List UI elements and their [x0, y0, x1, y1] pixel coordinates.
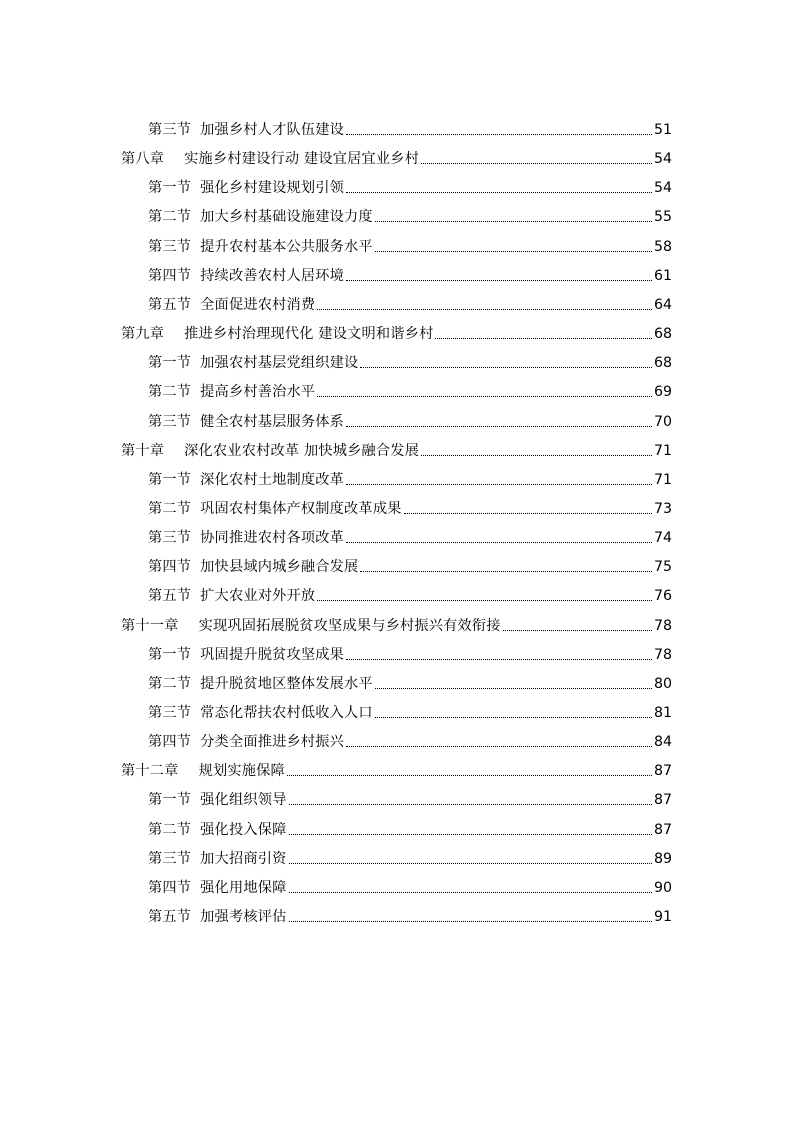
toc-entry-label: 第二节 — [148, 384, 192, 401]
toc-page-number: 80 — [653, 675, 672, 692]
toc-entry-text: 强化组织领导 — [200, 792, 287, 809]
toc-page-number: 51 — [653, 122, 672, 138]
toc-dot-leader — [289, 833, 652, 835]
toc-dot-leader — [375, 716, 652, 718]
toc-section-entry[interactable] — [148, 521, 672, 547]
toc-page-number: 89 — [653, 850, 672, 867]
toc-entry-label: 第五节 — [148, 296, 192, 313]
toc-entry-label: 第四节 — [148, 559, 192, 576]
toc-entry-title — [121, 442, 419, 460]
toc-entry-text: 加强农村基层党组织建设 — [200, 355, 359, 372]
toc-entry-text: 实施乡村建设行动 建设宜居宜业乡村 — [184, 151, 420, 168]
toc-entry-title — [148, 879, 287, 897]
toc-section-entry[interactable] — [148, 113, 672, 139]
toc-entry-text: 强化用地保障 — [200, 879, 287, 896]
toc-page-number: 64 — [653, 296, 672, 313]
toc-dot-leader — [346, 483, 652, 485]
toc-entry-label: 第十章 — [121, 442, 165, 459]
toc-section-entry[interactable] — [148, 375, 672, 401]
toc-section-entry[interactable] — [148, 171, 672, 197]
toc-entry-title — [148, 208, 373, 226]
toc-section-entry[interactable] — [148, 463, 672, 489]
toc-entry-title — [148, 821, 287, 839]
toc-page-number: 87 — [653, 763, 672, 780]
toc-entry-title — [148, 733, 344, 751]
toc-page-number: 84 — [653, 734, 672, 751]
toc-entry-title — [148, 354, 358, 372]
toc-entry-title — [148, 791, 287, 809]
toc-page-number: 54 — [653, 180, 672, 197]
toc-page-number: 54 — [653, 151, 672, 168]
toc-entry-label: 第二节 — [148, 821, 192, 838]
toc-dot-leader — [435, 337, 651, 339]
toc-entry-text: 协同推进农村各项改革 — [200, 530, 345, 547]
toc-entry-label: 第十一章 — [121, 617, 179, 634]
toc-section-entry[interactable] — [148, 900, 672, 926]
toc-section-entry[interactable] — [148, 725, 672, 751]
toc-entry-title — [148, 558, 358, 576]
toc-entry-title — [121, 325, 433, 343]
toc-section-entry[interactable] — [148, 346, 672, 372]
toc-entry-text: 提高乡村善治水平 — [200, 384, 316, 401]
toc-entry-title — [148, 121, 344, 139]
toc-entry-label: 第一节 — [148, 180, 192, 197]
toc-entry-text: 强化乡村建设规划引领 — [200, 180, 345, 197]
toc-entry-label: 第五节 — [148, 909, 192, 926]
toc-dot-leader — [346, 191, 652, 193]
toc-section-entry[interactable] — [148, 405, 672, 431]
toc-page-number: 87 — [653, 792, 672, 809]
toc-entry-text: 巩固农村集体产权制度改革成果 — [200, 500, 402, 517]
toc-dot-leader — [360, 366, 652, 368]
toc-entry-text: 巩固提升脱贫攻坚成果 — [200, 646, 345, 663]
toc-entry-title — [148, 529, 344, 547]
toc-entry-text: 强化投入保障 — [200, 821, 287, 838]
toc-chapter-entry[interactable] — [121, 754, 672, 780]
toc-entry-label: 第四节 — [148, 879, 192, 896]
toc-page-number: 78 — [653, 617, 672, 634]
toc-page-number: 68 — [653, 355, 672, 372]
toc-entry-title — [121, 150, 419, 168]
toc-entry-text: 健全农村基层服务体系 — [200, 413, 345, 430]
toc-page-number: 75 — [653, 559, 672, 576]
toc-dot-leader — [289, 891, 652, 893]
toc-dot-leader — [287, 774, 652, 776]
toc-entry-title — [148, 675, 373, 693]
toc-page-number: 68 — [653, 326, 672, 343]
toc-section-entry[interactable] — [148, 638, 672, 664]
toc-entry-text: 常态化帮扶农村低收入人口 — [200, 705, 373, 721]
toc-dot-leader — [346, 658, 652, 660]
toc-entry-label: 第四节 — [148, 734, 192, 751]
toc-entry-title — [148, 704, 373, 722]
toc-entry-text: 实现巩固拓展脱贫攻坚成果与乡村振兴有效衔接 — [198, 617, 501, 634]
toc-entry-title — [148, 500, 402, 518]
toc-dot-leader — [346, 279, 652, 281]
toc-entry-text: 加快县域内城乡融合发展 — [200, 559, 359, 576]
toc-dot-leader — [375, 250, 652, 252]
toc-chapter-entry[interactable] — [121, 317, 672, 343]
toc-entry-title — [121, 762, 285, 780]
toc-entry-title — [148, 179, 344, 197]
toc-section-entry[interactable] — [148, 492, 672, 518]
toc-entry-label: 第三节 — [148, 122, 192, 138]
toc-dot-leader — [289, 803, 652, 805]
toc-page-number: 55 — [653, 209, 672, 226]
toc-entry-title — [148, 296, 315, 314]
toc-page-number: 91 — [653, 909, 672, 926]
toc-page-number: 73 — [653, 500, 672, 517]
toc-section-entry[interactable] — [148, 579, 672, 605]
toc-dot-leader — [346, 541, 652, 543]
toc-page-number: 76 — [653, 588, 672, 605]
toc-entry-label: 第一节 — [148, 471, 192, 488]
toc-chapter-entry[interactable] — [121, 142, 672, 168]
toc-entry-label: 第八章 — [121, 151, 165, 168]
toc-entry-title — [121, 617, 501, 635]
toc-entry-title — [148, 850, 287, 868]
toc-entry-title — [148, 587, 315, 605]
toc-entry-label: 第三节 — [148, 530, 192, 547]
toc-entry-title — [148, 267, 344, 285]
toc-dot-leader — [289, 920, 652, 922]
toc-page-number: 71 — [653, 442, 672, 459]
toc-entry-title — [148, 413, 344, 431]
toc-entry-text: 加强考核评估 — [200, 909, 287, 926]
toc-entry-text: 深化农村土地制度改革 — [200, 471, 345, 488]
toc-entry-label: 第四节 — [148, 267, 192, 284]
toc-dot-leader — [346, 425, 652, 427]
toc-section-entry[interactable] — [148, 813, 672, 839]
toc-entry-label: 第一节 — [148, 646, 192, 663]
toc-section-entry[interactable] — [148, 696, 672, 722]
toc-entry-title — [148, 646, 344, 664]
toc-entry-title — [148, 908, 287, 926]
toc-entry-label: 第二节 — [148, 500, 192, 517]
toc-dot-leader — [360, 570, 652, 572]
toc-dot-leader — [404, 512, 652, 514]
toc-entry-text: 加大乡村基础设施建设力度 — [200, 209, 373, 226]
toc-section-entry[interactable] — [148, 230, 672, 256]
toc-dot-leader — [503, 629, 652, 631]
toc-dot-leader — [375, 220, 652, 222]
toc-dot-leader — [421, 162, 652, 164]
toc-entry-label: 第一节 — [148, 792, 192, 809]
toc-entry-title — [148, 383, 315, 401]
toc-entry-label: 第三节 — [148, 705, 192, 721]
toc-entry-text: 加大招商引资 — [200, 850, 287, 867]
toc-dot-leader — [317, 308, 652, 310]
toc-dot-leader — [289, 862, 652, 864]
toc-entry-label: 第三节 — [148, 238, 192, 255]
toc-entry-title — [148, 238, 373, 256]
toc-entry-text: 加强乡村人才队伍建设 — [200, 122, 345, 138]
toc-entry-label: 第十二章 — [121, 763, 179, 780]
toc-chapter-entry[interactable] — [121, 434, 672, 460]
toc-page-number: 81 — [653, 705, 672, 721]
toc-entry-label: 第三节 — [148, 413, 192, 430]
toc-entry-text: 扩大农业对外开放 — [200, 588, 316, 605]
toc-entry-label: 第三节 — [148, 850, 192, 867]
toc-entry-text: 提升脱贫地区整体发展水平 — [200, 675, 373, 692]
toc-entry-text: 持续改善农村人居环境 — [200, 267, 345, 284]
toc-dot-leader — [317, 599, 652, 601]
toc-section-entry[interactable] — [148, 842, 672, 868]
toc-chapter-entry[interactable] — [121, 609, 672, 635]
toc-page-number: 90 — [653, 879, 672, 896]
toc-page-number: 78 — [653, 646, 672, 663]
toc-dot-leader — [346, 745, 652, 747]
toc-page-number: 74 — [653, 530, 672, 547]
toc-entry-title — [148, 471, 344, 489]
toc-section-entry[interactable] — [148, 550, 672, 576]
toc-section-entry[interactable] — [148, 259, 672, 285]
toc-entry-label: 第二节 — [148, 209, 192, 226]
toc-section-entry[interactable] — [148, 288, 672, 314]
toc-entry-text: 深化农业农村改革 加快城乡融合发展 — [184, 442, 420, 459]
toc-section-entry[interactable] — [148, 667, 672, 693]
toc-page-number: 58 — [653, 238, 672, 255]
toc-entry-text: 全面促进农村消费 — [200, 296, 316, 313]
toc-entry-text: 提升农村基本公共服务水平 — [200, 238, 373, 255]
toc-dot-leader — [421, 454, 652, 456]
toc-dot-leader — [375, 687, 652, 689]
toc-page-number: 71 — [653, 471, 672, 488]
toc-page-number: 70 — [653, 413, 672, 430]
toc-section-entry[interactable] — [148, 200, 672, 226]
toc-page-number: 69 — [653, 384, 672, 401]
toc-entry-text: 分类全面推进乡村振兴 — [200, 734, 345, 751]
toc-entry-text: 推进乡村治理现代化 建设文明和谐乡村 — [184, 326, 434, 343]
toc-entry-text: 规划实施保障 — [198, 763, 285, 780]
toc-dot-leader — [346, 133, 652, 135]
toc-entry-label: 第一节 — [148, 355, 192, 372]
toc-entry-label: 第九章 — [121, 326, 165, 343]
toc-page-number: 87 — [653, 821, 672, 838]
toc-section-entry[interactable] — [148, 871, 672, 897]
toc-entry-label: 第二节 — [148, 675, 192, 692]
toc-entry-label: 第五节 — [148, 588, 192, 605]
toc-dot-leader — [317, 395, 652, 397]
toc-page-number: 61 — [653, 267, 672, 284]
toc-section-entry[interactable] — [148, 783, 672, 809]
